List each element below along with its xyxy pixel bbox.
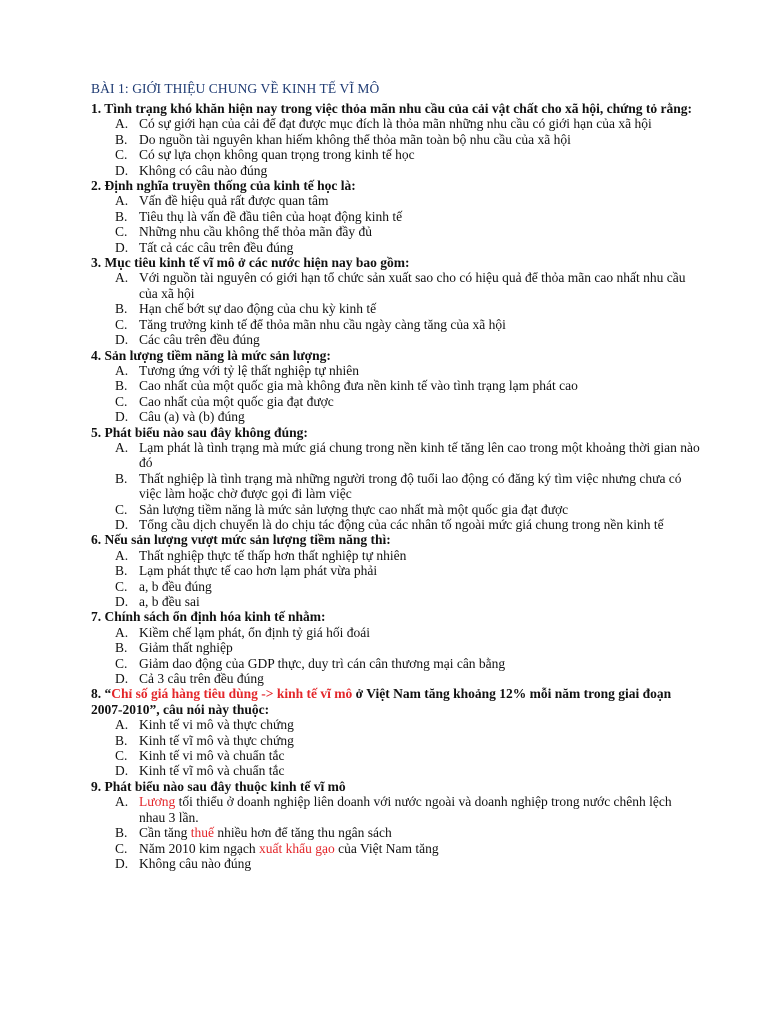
option-a (91, 625, 701, 640)
option-letter: C. (115, 224, 128, 240)
option-text: Lạm phát là tình trạng mà mức giá chung trong nền kinh tế tăng lên cao trong một khoảng thời gian nào đó (139, 439, 700, 471)
option-d (91, 163, 701, 178)
question-suffix: ở Việt Nam tăng khoảng 12% mỗi năm trong giai đoạn 2007-2010”, câu nói này thuộc: (91, 686, 672, 717)
option-d (91, 671, 701, 686)
option-text: Giảm dao động của GDP thực, duy trì cán cân thương mại cân bằng (139, 655, 506, 671)
option-letter: C. (115, 578, 128, 594)
option-letter: A. (115, 439, 129, 455)
question-text (91, 686, 701, 717)
option-letter: D. (115, 332, 129, 348)
option-text: Không có câu nào đúng (139, 162, 268, 178)
option-text-rest: tối thiểu ở doanh nghiệp liên doanh với nước ngoài và doanh nghiệp trong nước chênh lệch nhau 3 lần. (139, 794, 672, 825)
option-letter: D. (115, 162, 129, 178)
option-a (91, 363, 701, 378)
option-text: Hạn chế bớt sự dao động của chu kỳ kinh tế (139, 301, 377, 317)
option-text (139, 825, 701, 840)
option-b (91, 301, 701, 316)
option-letter: A. (115, 270, 129, 286)
option-text: Tổng cầu dịch chuyển là do chịu tác động của các nhân tố ngoài mức giá chung trong nền kinh tế (139, 516, 664, 532)
option-d (91, 240, 701, 255)
question-text: 7. Chính sách ổn định hóa kinh tế nhằm: (91, 609, 326, 625)
option-letter: B. (115, 732, 128, 748)
option-text: Với nguồn tài nguyên có giới hạn tổ chức sản xuất sao cho có hiệu quả để thỏa mãn cao nhất nhu cầu của xã hội (139, 270, 686, 301)
option-text: Các câu trên đều đúng (139, 332, 260, 348)
option-letter: C. (115, 840, 128, 856)
option-text: Tất cả các câu trên đều đúng (139, 239, 294, 255)
option-text (139, 794, 701, 825)
option-text-pre: Cần tăng (139, 825, 191, 841)
option-text: a, b đều đúng (139, 578, 212, 594)
option-d (91, 517, 701, 532)
option-d (91, 409, 701, 424)
option-text: Kiềm chế lạm phát, ổn định tỷ giá hối đoái (139, 624, 370, 640)
option-a (91, 717, 701, 732)
option-letter: A. (115, 362, 129, 378)
question-text: 6. Nếu sản lượng vượt mức sản lượng tiềm năng thì: (91, 532, 391, 548)
option-c (91, 394, 701, 409)
highlighted-text: Lương (139, 794, 176, 810)
option-letter: A. (115, 193, 129, 209)
option-letter: C. (115, 501, 128, 517)
option-c (91, 748, 701, 763)
option-letter: A. (115, 116, 129, 132)
option-c (91, 656, 701, 671)
question-3 (91, 255, 701, 347)
option-letter: B. (115, 640, 128, 656)
option-text: Lạm phát thực tế cao hơn lạm phát vừa phải (139, 563, 378, 579)
question-text: 4. Sản lượng tiềm năng là mức sản lượng: (91, 347, 331, 363)
option-letter: B. (115, 470, 128, 486)
option-letter: D. (115, 671, 129, 687)
page-title: BÀI 1: GIỚI THIỆU CHUNG VỀ KINH TẾ VĨ MÔ (91, 81, 380, 96)
question-text: 5. Phát biểu nào sau đây không đúng: (91, 424, 308, 440)
option-a (91, 193, 701, 208)
option-b (91, 733, 701, 748)
option-text: Kinh tế vi mô và thực chứng (139, 717, 294, 733)
option-letter: B. (115, 378, 128, 394)
option-text: Kinh tế vi mô và chuẩn tắc (139, 748, 285, 764)
option-text: a, b đều sai (139, 594, 200, 609)
option-b (91, 378, 701, 393)
question-1 (91, 101, 701, 178)
option-a (91, 794, 701, 825)
option-d (91, 332, 701, 347)
option-letter: D. (115, 594, 129, 609)
generic-questions (91, 101, 701, 686)
option-letter: A. (115, 717, 129, 733)
option-text: Giảm thất nghiệp (139, 640, 233, 656)
highlighted-text: xuất khẩu gạo (258, 840, 335, 856)
option-text (139, 841, 701, 856)
option-text: Không câu nào đúng (139, 855, 252, 871)
option-d (91, 594, 701, 609)
question-prefix: 8. “ (91, 686, 112, 702)
option-b (91, 640, 701, 655)
highlighted-text: thuế (190, 825, 214, 841)
option-text: Vấn đề hiệu quả rất được quan tâm (139, 193, 329, 209)
option-text: Những nhu cầu không thể thỏa mãn đầy đủ (139, 224, 373, 240)
option-text: Cao nhất của một quốc gia đạt được (139, 393, 334, 409)
option-c (91, 841, 701, 856)
option-c (91, 579, 701, 594)
option-b (91, 209, 701, 224)
question-4 (91, 348, 701, 425)
option-c (91, 317, 701, 332)
option-text: Thất nghiệp thực tế thấp hơn thất nghiệp tự nhiên (139, 547, 407, 563)
option-letter: C. (115, 393, 128, 409)
option-b (91, 563, 701, 578)
option-letter: B. (115, 825, 128, 841)
question-7 (91, 609, 701, 686)
option-text: Tiêu thụ là vấn đề đầu tiên của hoạt động kinh tế (139, 208, 403, 224)
option-d (91, 856, 701, 871)
option-letter: B. (115, 131, 128, 147)
question-2 (91, 178, 701, 255)
option-letter: B. (115, 208, 128, 224)
option-text: Kinh tế vĩ mô và chuẩn tắc (139, 763, 285, 779)
option-letter: D. (115, 516, 129, 532)
option-b (91, 132, 701, 147)
option-letter: A. (115, 547, 129, 563)
option-letter: A. (115, 624, 129, 640)
option-text: Thất nghiệp là tình trạng mà những người trong độ tuổi lao động có đăng ký tìm việc nhưng chưa có việc làm hoặc chờ được gọi đi làm việc (139, 470, 682, 502)
option-text: Cao nhất của một quốc gia mà không đưa nền kinh tế vào tình trạng lạm phát cao (139, 378, 578, 394)
option-text: Tăng trưởng kinh tế để thỏa mãn nhu cầu ngày càng tăng của xã hội (139, 316, 506, 332)
option-letter: B. (115, 301, 128, 317)
option-letter: C. (115, 147, 128, 163)
option-b (91, 471, 701, 502)
question-8 (91, 686, 701, 778)
option-text-pre: Năm 2010 kim ngạch (139, 840, 259, 856)
option-text: Câu (a) và (b) đúng (139, 409, 245, 425)
option-text-post: nhiều hơn để tăng thu ngân sách (214, 825, 392, 841)
question-text: 9. Phát biểu nào sau đây thuộc kinh tế vĩ mô (91, 778, 346, 794)
option-a (91, 116, 701, 131)
question-5 (91, 425, 701, 533)
option-letter: D. (115, 239, 129, 255)
option-letter: A. (115, 794, 129, 810)
option-text: Có sự giới hạn của cải để đạt được mục đích là thỏa mãn những nhu cầu có giới hạn của xã hội (139, 116, 652, 132)
option-text: Cả 3 câu trên đều đúng (139, 671, 264, 687)
option-text: Tương ứng với tỷ lệ thất nghiệp tự nhiên (139, 362, 359, 378)
option-text: Kinh tế vĩ mô và thực chứng (139, 732, 294, 748)
option-text-post: của Việt Nam tăng (334, 840, 439, 856)
option-letter: C. (115, 316, 128, 332)
question-9 (91, 779, 701, 871)
question-text: 1. Tình trạng khó khăn hiện nay trong việc thỏa mãn nhu cầu của cải vật chất cho xã hội, chứng tỏ rằng: (91, 101, 692, 116)
option-letter: B. (115, 563, 128, 579)
option-letter: D. (115, 855, 129, 871)
highlighted-text: Chỉ số giá hàng tiêu dùng -> kinh tế vĩ mô (111, 686, 353, 702)
option-text: Có sự lựa chọn không quan trọng trong kinh tế học (139, 147, 415, 163)
option-letter: C. (115, 748, 128, 764)
option-a (91, 548, 701, 563)
option-a (91, 440, 701, 471)
question-text: 3. Mục tiêu kinh tế vĩ mô ở các nước hiện nay bao gồm: (91, 255, 410, 271)
option-letter: D. (115, 763, 129, 779)
option-text: Sản lượng tiềm năng là mức sản lượng thực cao nhất mà một quốc gia đạt được (139, 501, 569, 517)
question-6 (91, 532, 701, 609)
option-c (91, 502, 701, 517)
question-text: 2. Định nghĩa truyền thống của kinh tế học là: (91, 178, 356, 194)
option-letter: C. (115, 655, 128, 671)
option-a (91, 270, 701, 301)
option-text: Do nguồn tài nguyên khan hiếm không thể thỏa mãn toàn bộ nhu cầu của xã hội (139, 131, 571, 147)
option-d (91, 763, 701, 778)
question-list (91, 101, 701, 871)
option-letter: D. (115, 409, 129, 425)
option-c (91, 224, 701, 239)
option-c (91, 147, 701, 162)
option-b (91, 825, 701, 840)
